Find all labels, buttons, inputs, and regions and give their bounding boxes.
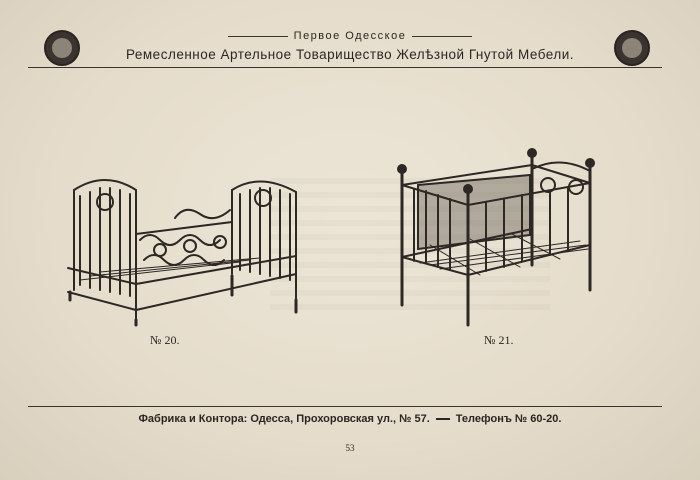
header-top-line	[0, 30, 700, 42]
footer-rule	[28, 406, 662, 407]
footer-address: Фабрика и Контора: Одесса, Прохоровская ул., № 57.	[138, 413, 430, 425]
header-dash-left	[228, 36, 288, 37]
bed-20-illustration	[60, 170, 305, 330]
company-title: Ремесленное Артельное Товарищество Желѣзной Гнутой Мебели.	[125, 47, 575, 62]
footer-phone: Телефонъ № 60-20.	[455, 413, 562, 425]
footer	[0, 413, 700, 425]
header-rule	[28, 67, 662, 68]
bed-20-caption: № 20.	[150, 333, 180, 347]
header-dash-right	[412, 36, 472, 37]
page-number: 53	[345, 443, 355, 453]
bed-21-caption: № 21.	[484, 333, 514, 347]
footer-dash	[436, 418, 450, 420]
header-top-text: Первое Одесское	[293, 30, 407, 42]
bed-21-illustration	[390, 145, 640, 330]
